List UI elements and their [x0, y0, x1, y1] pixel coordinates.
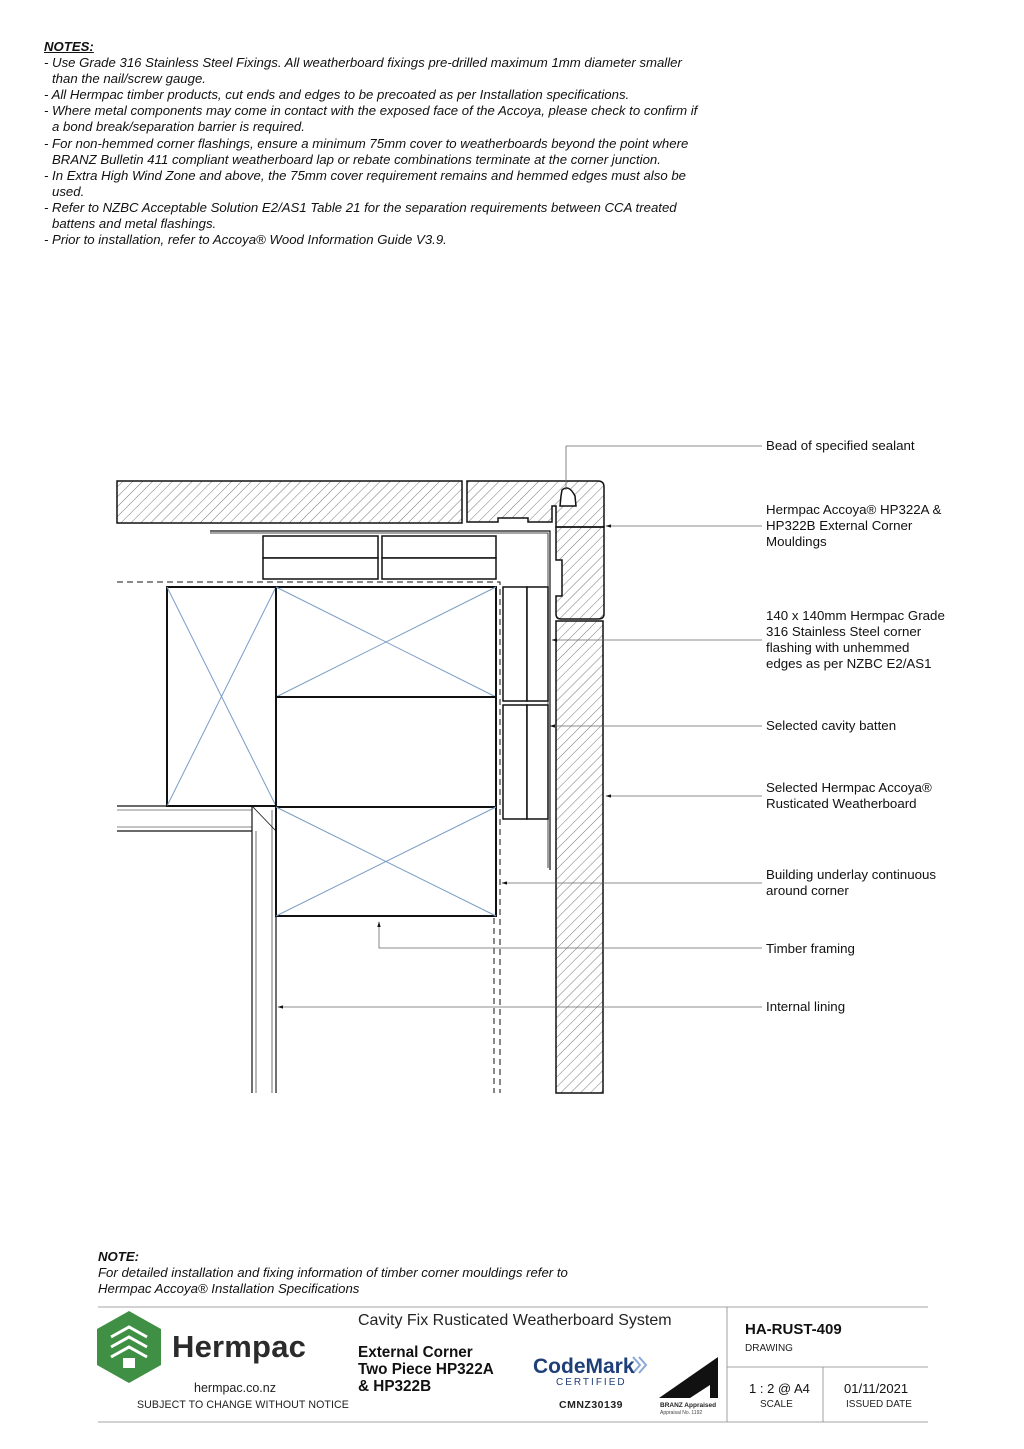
top-cavity-battens	[263, 536, 496, 579]
callout-line: Mouldings	[766, 534, 827, 549]
callout-line: Timber framing	[766, 941, 855, 956]
callout-line: Building underlay continuous	[766, 867, 937, 882]
website-link[interactable]: hermpac.co.nz	[194, 1381, 276, 1395]
drawing-title-line: Two Piece HP322A	[358, 1361, 494, 1378]
note-item: - All Hermpac timber products, cut ends and edges to be precoated as per Installation specifications.	[44, 87, 630, 103]
callout-line: HP322B External Corner	[766, 518, 913, 533]
corner-moulding-hp322a	[467, 481, 604, 527]
scale-label: SCALE	[760, 1399, 793, 1410]
callout-corner-flashing	[766, 608, 1006, 672]
callout-line: flashing with unhemmed	[766, 640, 910, 655]
branz-label: BRANZ Appraised	[660, 1402, 717, 1409]
hermpac-logo-icon	[97, 1311, 161, 1383]
drawing-title	[358, 1344, 528, 1395]
scale-value: 1 : 2 @ A4	[749, 1381, 810, 1396]
drawing-title-line: & HP322B	[358, 1378, 432, 1395]
callout-line: Hermpac Accoya® HP322A &	[766, 502, 942, 517]
callout-line: 316 Stainless Steel corner	[766, 624, 922, 639]
callout-line: Selected cavity batten	[766, 718, 897, 733]
timber-framing	[167, 587, 496, 916]
bottom-note	[98, 1249, 718, 1297]
brand-name: Hermpac	[172, 1329, 307, 1364]
notes-heading: NOTES:	[44, 39, 94, 54]
callout-line: Rusticated Weatherboard	[766, 796, 917, 811]
note-item: - In Extra High Wind Zone and above, the 75mm cover requirement remains and hemmed edges must also be used.	[44, 167, 686, 199]
callout-line: 140 x 140mm Hermpac Grade	[766, 608, 945, 623]
branz-number: Appraisal No. 1192	[660, 1410, 703, 1416]
callout-line: Internal lining	[766, 999, 846, 1014]
branz-appraised-icon	[659, 1357, 718, 1398]
note-item: - For non-hemmed corner flashings, ensure a minimum 75mm cover to weatherboards beyond the point where BRANZ Bulletin 411 compliant weatherboard lap or rebate combinations terminate at the corner junction.	[44, 135, 689, 167]
bottom-note-line: For detailed installation and fixing information of timber corner mouldings refer to	[98, 1265, 568, 1280]
callout-weatherboard	[766, 780, 1006, 812]
issued-date-label: ISSUED DATE	[846, 1399, 912, 1410]
note-item: - Prior to installation, refer to Accoya® Wood Information Guide V3.9.	[44, 232, 447, 248]
subject-notice: SUBJECT TO CHANGE WITHOUT NOTICE	[137, 1399, 349, 1411]
callout-timber-framing	[766, 941, 1006, 957]
codemark-certified: CERTIFIED	[556, 1377, 627, 1388]
top-weatherboard	[117, 481, 462, 523]
note-item: - Where metal components may come in contact with the exposed face of the Accoya, please check to confirm if a bond break/separation barrier is required.	[44, 103, 698, 135]
side-cavity-battens	[503, 587, 548, 819]
issued-date-value: 01/11/2021	[844, 1381, 909, 1396]
corner-moulding-hp322b	[556, 527, 604, 619]
note-item: - Use Grade 316 Stainless Steel Fixings. All weatherboard fixings pre-drilled maximum 1mm diameter smaller than the nail/screw gauge.	[44, 55, 682, 87]
drawing-number: HA-RUST-409	[745, 1321, 842, 1338]
callout-building-underlay	[766, 867, 1006, 899]
drawing-label: DRAWING	[745, 1343, 793, 1354]
callout-corner-mouldings	[766, 502, 1006, 550]
callout-line: around corner	[766, 883, 849, 898]
side-weatherboard	[556, 621, 603, 1093]
callout-line: Selected Hermpac Accoya®	[766, 780, 932, 795]
callout-line: Bead of specified sealant	[766, 438, 915, 453]
note-item: - Refer to NZBC Acceptable Solution E2/AS1 Table 21 for the separation requirements between CCA treated battens and metal flashings.	[44, 199, 677, 232]
callout-sealant	[766, 438, 1006, 454]
bottom-note-line: Hermpac Accoya® Installation Specifications	[98, 1281, 360, 1296]
drawing-title-line: External Corner	[358, 1344, 473, 1361]
callout-cavity-batten	[766, 718, 1006, 734]
internal-lining	[117, 806, 276, 1093]
callout-internal-lining	[766, 999, 1006, 1015]
bottom-note-heading: NOTE:	[98, 1249, 140, 1264]
codemark-number: CMNZ30139	[559, 1399, 624, 1411]
callout-line: edges as per NZBC E2/AS1	[766, 656, 932, 671]
system-title: Cavity Fix Rusticated Weatherboard System	[358, 1312, 672, 1329]
codemark-logo: CodeMark	[533, 1355, 635, 1378]
